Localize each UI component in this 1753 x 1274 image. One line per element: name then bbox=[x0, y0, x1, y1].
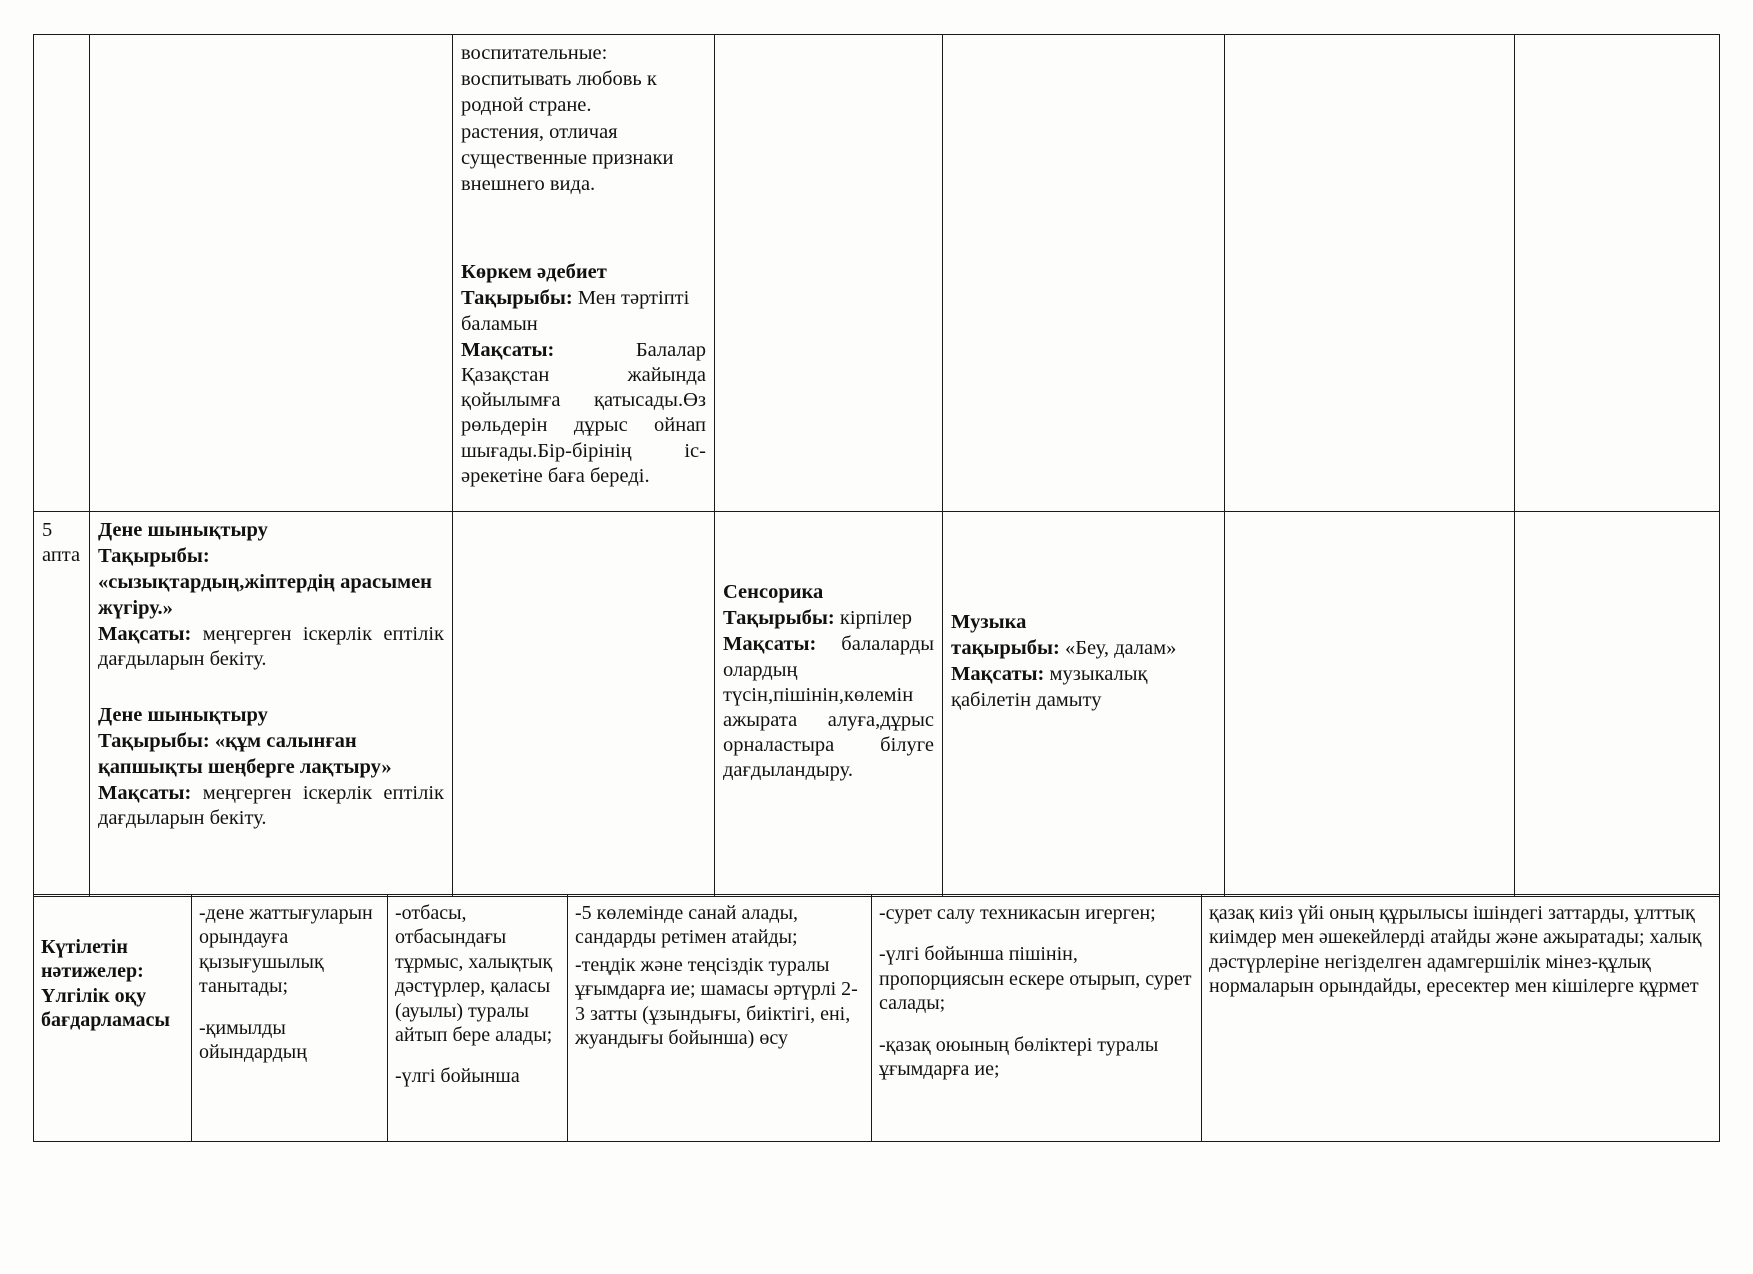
goal-text: Балалар Қазақстан жайында қойылымға қатысады.Өз рөльдерін дұрыс ойнап шығады.Бір-бірінің іс-әрекетіне баға береді. bbox=[461, 338, 706, 487]
theme-label: Тақырыбы: bbox=[723, 607, 835, 630]
vertical-gap bbox=[951, 580, 1216, 610]
table-row bbox=[34, 895, 1720, 1142]
music-theme bbox=[951, 636, 1216, 661]
goal-label: Мақсаты: bbox=[723, 633, 817, 656]
result-line: -отбасы, отбасындағы тұрмыс, халықтық дәстүрлер, қаласы (ауылы) туралы айтып бере алады; bbox=[395, 902, 553, 1046]
vertical-gap bbox=[879, 928, 1194, 942]
result-line: -сурет салу техникасын игерген; bbox=[879, 902, 1156, 924]
theme-text: Мен тәртіпті баламын bbox=[461, 287, 690, 335]
goal-label: Мақсаты: bbox=[98, 781, 192, 804]
expected-results-art bbox=[872, 895, 1202, 1142]
result-line: -қимылды ойындардың bbox=[199, 1016, 307, 1063]
vertical-gap bbox=[879, 1019, 1194, 1033]
upbringing-line-1: воспитательные: bbox=[461, 42, 608, 64]
pe2-title: Дене шынықтыру bbox=[98, 704, 268, 727]
pe1-title: Дене шынықтыру bbox=[98, 519, 268, 541]
cell-week-number: 5 апта bbox=[34, 512, 90, 897]
cell-music bbox=[943, 512, 1225, 897]
pe2-theme bbox=[98, 729, 444, 779]
cell-extra-2 bbox=[1515, 35, 1720, 512]
physical-block-2 bbox=[98, 703, 444, 831]
result-line: -қазақ оюының бөліктері туралы ұғымдарға ие; bbox=[879, 1033, 1159, 1080]
result-line: -үлгі бойынша bbox=[395, 1065, 520, 1088]
upbringing-line-5: существенные признаки bbox=[461, 146, 674, 169]
pe2-goal bbox=[98, 781, 444, 831]
cell-sensory-continuation bbox=[715, 35, 943, 512]
expected-results-math bbox=[568, 895, 872, 1142]
goal-text: меңгерген іскерлік ептілік дағдыларын бекіту. bbox=[98, 622, 444, 671]
literature-theme bbox=[461, 286, 706, 336]
cell-extra-1 bbox=[1225, 35, 1515, 512]
expected-results-physical bbox=[192, 895, 388, 1142]
goal-text: музыкалық қабілетін дамыту bbox=[951, 663, 1148, 711]
table-row bbox=[34, 35, 1720, 512]
cell-literature bbox=[453, 35, 715, 512]
schedule-table-top bbox=[33, 34, 1720, 897]
cell-physical-education bbox=[90, 512, 453, 897]
expected-results-culture bbox=[1202, 895, 1720, 1142]
expected-results-table bbox=[33, 894, 1720, 1142]
vertical-gap bbox=[98, 673, 444, 703]
vertical-gap bbox=[951, 518, 1216, 580]
expected-results-label: Күтілетін нәтижелер: Үлгілік оқу бағдарламасы bbox=[34, 895, 192, 1142]
upbringing-line-4: растения, отличая bbox=[461, 120, 618, 143]
result-line: -теңдік және теңсіздік туралы ұғымдарға ие; шамасы әртүрлі 2-3 затты (ұзындығы, биіктігі, ені, жуандығы бойынша) өсу bbox=[575, 953, 858, 1049]
result-line: -үлгі бойынша пішінін, пропорциясын ескере отырып, сурет салады; bbox=[879, 943, 1192, 1015]
cell-extra-3 bbox=[1225, 512, 1515, 897]
music-title: Музыка bbox=[951, 611, 1027, 633]
upbringing-line-2: воспитывать любовь к bbox=[461, 68, 657, 91]
theme-text: кірпілер bbox=[834, 607, 913, 630]
vertical-gap bbox=[395, 1050, 560, 1064]
pe1-goal bbox=[98, 622, 444, 672]
theme-label: Тақырыбы: bbox=[98, 545, 210, 568]
music-block bbox=[951, 610, 1216, 713]
sensory-title: Сенсорика bbox=[723, 581, 824, 603]
cell-extra-4 bbox=[1515, 512, 1720, 897]
result-line: -5 көлемінде санай алады, сандарды ретімен атайды; bbox=[575, 902, 799, 949]
theme-text: «Беу, далам» bbox=[1059, 637, 1177, 660]
cell-music-continuation bbox=[943, 35, 1225, 512]
theme-label: тақырыбы: bbox=[951, 637, 1060, 660]
pe1-theme-text: «сызықтардың,жіптердің арасымен жүгіру.» bbox=[98, 571, 432, 619]
literature-block bbox=[461, 260, 706, 489]
upbringing-goals-block bbox=[461, 41, 706, 197]
goal-label: Мақсаты: bbox=[461, 338, 555, 361]
result-line: -дене жаттығуларын орындауға қызығушылық танытады; bbox=[199, 902, 373, 998]
vertical-gap bbox=[199, 1002, 380, 1016]
theme-label: Тақырыбы: bbox=[461, 287, 573, 310]
upbringing-line-6: внешнего вида. bbox=[461, 173, 596, 196]
table-row bbox=[34, 512, 1720, 897]
cell-physical-continuation bbox=[90, 35, 453, 512]
theme-text: «құм салынған қапшықты шеңберге лақтыру» bbox=[98, 730, 392, 778]
expected-results-social bbox=[388, 895, 568, 1142]
goal-text: меңгерген іскерлік ептілік дағдыларын бекіту. bbox=[98, 781, 444, 830]
goal-label: Мақсаты: bbox=[951, 663, 1045, 686]
sensory-goal bbox=[723, 632, 934, 783]
physical-block-1 bbox=[98, 518, 444, 672]
cell-empty-literature bbox=[453, 512, 715, 897]
theme-label: Тақырыбы: bbox=[98, 730, 210, 753]
result-line: қазақ киіз үйі оның құрылысы ішіндегі заттарды, ұлттық киімдер мен әшекейлерді атайды және ажыратады; халық дәстүрлеріне негізделген адамгершілік мінез-құлық нормаларын орындайды, ересектер мен кішілерге құрмет bbox=[1209, 902, 1702, 998]
goal-text: балаларды олардың түсін,пішінін,көлемін ажырата алуға,дұрыс орналастыра білуге дағдыландыру. bbox=[723, 633, 934, 782]
vertical-gap bbox=[461, 198, 706, 260]
pe1-theme bbox=[98, 544, 444, 569]
music-goal bbox=[951, 662, 1216, 712]
literature-goal bbox=[461, 338, 706, 489]
sensory-theme bbox=[723, 606, 934, 631]
vertical-gap bbox=[723, 518, 934, 580]
sensory-block bbox=[723, 580, 934, 784]
cell-week-continuation bbox=[34, 35, 90, 512]
goal-label: Мақсаты: bbox=[98, 622, 192, 645]
cell-sensory bbox=[715, 512, 943, 897]
literature-title: Көркем әдебиет bbox=[461, 261, 607, 284]
upbringing-line-3: родной стране. bbox=[461, 94, 592, 117]
